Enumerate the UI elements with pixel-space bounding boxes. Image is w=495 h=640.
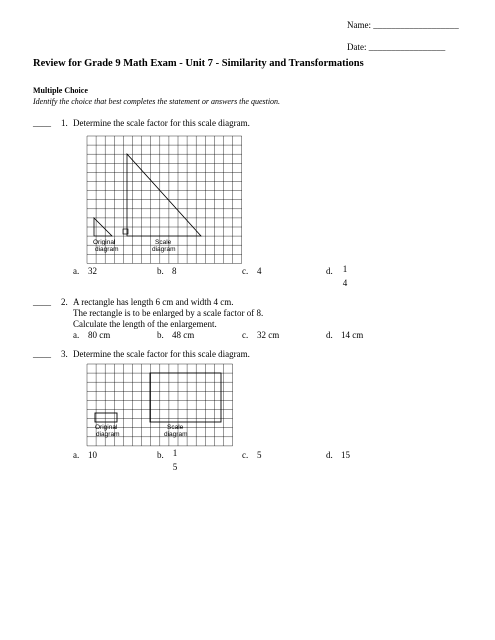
answer-blank: ____ xyxy=(33,118,51,128)
choice-value-d: 14 cm xyxy=(341,330,364,340)
choice-letter-c: c. xyxy=(242,450,249,460)
question-number: 3. xyxy=(61,349,68,359)
question-number: 1. xyxy=(61,118,68,128)
choice-value-a: 80 cm xyxy=(88,330,111,340)
choice-letter-b: b. xyxy=(157,330,164,340)
original-label: Original xyxy=(95,424,118,431)
choice-value-c: 32 cm xyxy=(257,330,280,340)
question-line-3: Calculate the length of the enlargement. xyxy=(73,319,217,329)
choice-value-c: 5 xyxy=(257,450,262,460)
question-text: Determine the scale factor for this scale diagram. xyxy=(73,118,250,128)
answer-blank: ____ xyxy=(33,349,51,359)
original-label-2: diagram xyxy=(96,431,120,438)
choice-value-a: 10 xyxy=(88,450,97,460)
choice-letter-b: b. xyxy=(157,450,164,460)
choice-letter-c: c. xyxy=(242,330,249,340)
choice-value-c: 4 xyxy=(257,266,262,276)
choice-letter-d: d. xyxy=(326,266,333,276)
scale-label: Scale xyxy=(167,424,184,431)
choice-letter-d: d. xyxy=(326,450,333,460)
original-label-2: diagram xyxy=(95,246,119,253)
choice-letter-a: a. xyxy=(73,330,80,340)
scale-label: Scale xyxy=(155,239,172,246)
fraction-denominator: 4 xyxy=(342,278,348,288)
question-line-2: The rectangle is to be enlarged by a scale factor of 8. xyxy=(73,308,264,318)
question-text: Determine the scale factor for this scale diagram. xyxy=(73,349,250,359)
choice-value-d: 15 xyxy=(341,450,350,460)
choice-value-a: 32 xyxy=(88,266,97,276)
name-field-label: Name: ___________________ xyxy=(347,20,459,30)
scale-label-2: diagram xyxy=(164,431,188,438)
question-number: 2. xyxy=(61,297,68,307)
page-title: Review for Grade 9 Math Exam - Unit 7 - Similarity and Transformations xyxy=(33,58,364,69)
choice-letter-a: a. xyxy=(73,450,80,460)
section-heading: Multiple Choice xyxy=(33,86,88,95)
section-instructions: Identify the choice that best completes the statement or answers the question. xyxy=(33,97,281,106)
choice-letter-d: d. xyxy=(326,330,333,340)
choice-value-b: 8 xyxy=(172,266,177,276)
choice-letter-a: a. xyxy=(73,266,80,276)
original-rectangle xyxy=(95,413,117,422)
answer-blank: ____ xyxy=(33,297,51,307)
scale-label-2: diagram xyxy=(152,246,176,253)
fraction-numerator: 1 xyxy=(342,264,348,274)
choice-value-b: 48 cm xyxy=(172,330,195,340)
choice-letter-c: c. xyxy=(242,266,249,276)
question-line-1: A rectangle has length 6 cm and width 4 cm. xyxy=(73,297,234,307)
fraction-numerator: 1 xyxy=(172,448,178,458)
scale-rectangle xyxy=(150,373,221,422)
fraction-denominator: 5 xyxy=(172,462,178,472)
date-field-label: Date: _________________ xyxy=(347,42,446,52)
choice-letter-b: b. xyxy=(157,266,164,276)
original-label: Original xyxy=(93,239,116,246)
choice-fraction-b xyxy=(170,448,180,472)
